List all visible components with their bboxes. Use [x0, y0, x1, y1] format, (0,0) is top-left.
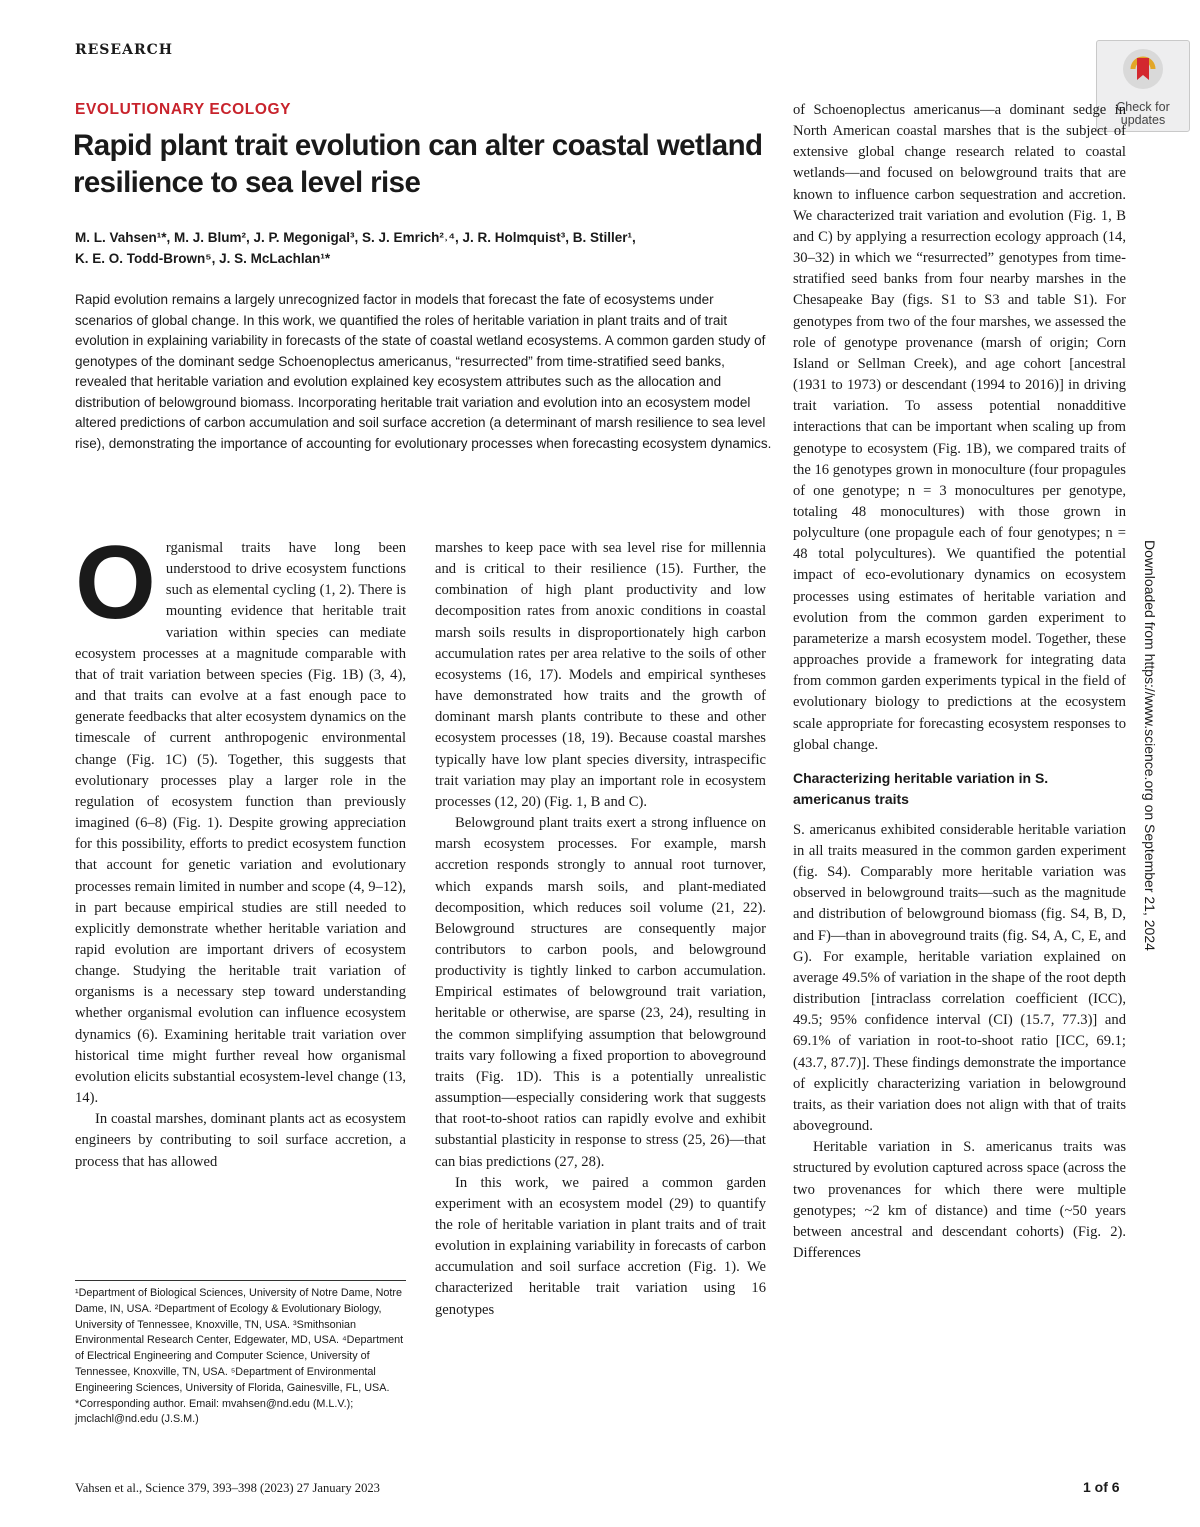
paragraph: In this work, we paired a common garden experiment with an ecosystem model (29) to quantify the role of heritable variation in plant traits and of trait evolution in explaining variability in forecasts of carbon accumulation and soil surface accretion (Fig. 1). We characterized heritable trait variation using 16 genotypes: [435, 1174, 766, 1318]
article-title: Rapid plant trait evolution can alter coastal wetland resilience to sea level rise: [73, 129, 763, 199]
body-column-3: [793, 100, 1126, 1264]
research-label: RESEARCH: [75, 42, 173, 58]
body-column-1: [75, 525, 406, 1173]
drop-cap: O: [75, 525, 156, 641]
section-label: EVOLUTIONARY ECOLOGY: [75, 101, 292, 118]
paragraph: In coastal marshes, dominant plants act as ecosystem engineers by contributing to soil surface accretion, a process that has allowed: [75, 1111, 406, 1170]
badge-line2: updates: [1120, 113, 1166, 127]
footnote-divider: [75, 1280, 406, 1281]
intro-paragraph: [75, 525, 406, 1109]
affiliations-footnote: ¹Department of Biological Sciences, University of Notre Dame, Notre Dame, IN, USA. ²Department of Ecology & Evolutionary Biology, University of Tennessee, Knoxville, TN, USA. ³Smithsonian Environmental Research Center, Edgewater, MD, USA. ⁴Department of Electrical Engineering and Computer Science, University of Tennessee, Knoxville, TN, USA. ⁵Department of Environmental Engineering Sciences, University of Florida, Gainesville, FL, USA. *Corresponding author. Email: mvahsen@nd.edu (M.L.V.); jmclachl@nd.edu (J.S.M.): [75, 1287, 404, 1426]
paragraph: Belowground plant traits exert a strong influence on marsh ecosystem processes. For example, marsh accretion responds strongly to annual root turnover, which expands marsh soils, and plant-mediated decomposition, which reduces soil volume (21, 22). Belowground structures are consequently major contributors to carbon pools, and belowground productivity is tightly linked to carbon accumulation. Empirical estimates of belowground trait variation, heritable or otherwise, are sparse (23, 24), resulting in the common simplifying assumption that belowground traits vary following a fixed proportion to aboveground traits (Fig. 1D). This is a potentially unrealistic assumption—especially considering work that suggests that root-to-shoot ratios can rapidly evolve and exhibit substantial plasticity in response to stress (25, 26)—that can bias predictions (27, 28).: [435, 815, 766, 1170]
page-number: 1 of 6: [1083, 1479, 1120, 1495]
authors-line-2: K. E. O. Todd-Brown⁵, J. S. McLachlan¹*: [75, 251, 331, 266]
paragraph: S. americanus exhibited considerable heritable variation in all traits measured in the common garden experiment (fig. S4). Comparably more heritable variation was observed in belowground traits—such as the magnitude and distribution of belowground biomass (fig. S4, B, D, and F)—than in aboveground traits (fig. S4, A, C, E, and G). For example, heritable variation explained on average 49.5% of variation in the shape of the root depth distribution [intraclass correlation coefficient (ICC), 49.5; 95% confidence interval (CI) (15.7, 77.3)] and 69.1% of variation in root-to-shoot ratio [ICC, 69.1; (43.7, 87.7)]. These findings demonstrate the importance of explicitly characterizing variation in belowground traits, as their variation does not align with that of traits aboveground.: [793, 821, 1126, 1135]
badge-line1: Check for: [1116, 100, 1170, 114]
citation-footer: Vahsen et al., Science 379, 393–398 (2023) 27 January 2023: [75, 1481, 380, 1495]
abstract: Rapid evolution remains a largely unrecognized factor in models that forecast the fate of ecosystems under scenarios of global change. In this work, we quantified the roles of heritable variation in plant traits and of trait evolution in explaining variability in forecasts of the state of coastal wetland ecosystems. A common garden study of genotypes of the dominant sedge Schoenoplectus americanus, “resurrected” from time-stratified seed banks, revealed that heritable variation and evolution explained key ecosystem attributes such as the allocation and distribution of belowground biomass. Incorporating heritable trait variation and evolution into an ecosystem model altered predictions of carbon accumulation and soil surface accretion (a determinant of marsh resilience to sea level rise), demonstrating the importance of accounting for evolutionary processes when forecasting ecosystem dynamics.: [75, 292, 772, 451]
body-column-2: [435, 538, 766, 1321]
download-sidebar: [1136, 540, 1164, 1010]
paragraph: Heritable variation in S. americanus traits was structured by evolution captured across space (across the two provenances for which there were multiple genotypes; ~2 km of distance) and time (~50 years between ancestral and descendant cohorts) (Fig. 2). Differences: [793, 1139, 1126, 1261]
bookmark-icon: [1120, 46, 1166, 92]
paragraph: of Schoenoplectus americanus—a dominant sedge in North American coastal marshes that is the subject of extensive global change research related to coastal wetlands—and focused on belowground traits that are known to influence carbon sequestration and accretion. We characterized trait variation and evolution (Fig. 1, B and C) by applying a resurrection ecology approach (14, 30–32) in which we “resurrected” genotypes from time-stratified seed banks from four nearby marshes in the Chesapeake Bay (figs. S1 to S3 and table S1). For genotypes from two of the four marshes, we assessed the role of genotype provenance (marsh of origin; Corn Island or Sellman Creek), and age cohort [ancestral (1931 to 1973) or descendant (1994 to 2016)] in driving trait variation. To assess potential nonadditive interactions that can be important when scaling up from genotype to ecosystem (Fig. 1B), we compared traits of the 16 genotypes grown in monoculture (four propagules of one genotype; n = 3 monocultures per genotype, totaling 48 monocultures) with those grown in polyculture (one propagule each of four genotypes; n = 48 total polycultures). We quantified the potential impact of eco-evolutionary dynamics on ecosystem processes using estimates of heritable variation and evolution from the common garden experiment to parameterize a marsh ecosystem model. Together, these approaches provide a framework for integrating data from common garden experiments typical in the field of evolutionary biology to predictions at the ecosystem scale appropriate for forecasting ecosystem responses to global change.: [793, 102, 1126, 753]
authors-line-1: M. L. Vahsen¹*, M. J. Blum², J. P. Megonigal³, S. J. Emrich²˒⁴, J. R. Holmquist³, B. Stiller¹,: [75, 230, 636, 245]
author-list: [75, 227, 765, 269]
section-subheading: Characterizing heritable variation in S. americanus traits: [793, 769, 1049, 807]
paragraph: marshes to keep pace with sea level rise for millennia and is critical to their resilience (15). Further, the combination of high plant productivity and low decomposition rates from anoxic conditions in coastal marsh soils results in disproportionately high carbon accumulation rates per area relative to the soils of other ecosystems (16, 17). Models and empirical syntheses have demonstrated how traits and the growth of dominant marsh plants contribute to these and other ecosystem processes (18, 19). Because coastal marshes typically have low plant species diversity, intraspecific trait variation may play an important role in ecosystem processes (12, 20) (Fig. 1, B and C).: [435, 540, 766, 810]
download-notice: Downloaded from https://www.science.org on September 21, 2024: [1142, 540, 1158, 951]
intro-text: rganismal traits have long been understood to drive ecosystem functions such as elemental cycling (1, 2). There is mounting evidence that heritable trait variation within species can mediate ecosystem processes at a magnitude comparable with that of trait variation between species (Fig. 1B) (3, 4), and that traits can evolve at a fast enough pace to generate feedbacks that alter ecosystem dynamics on the timescale of current anthropogenic environmental change (Fig. 1C) (5). Together, this suggests that evolutionary processes play a larger role in the regulation of ecosystem function than previously imagined (6–8) (Fig. 1). Despite growing appreciation for this possibility, efforts to predict ecosystem function that account for genetic variation and evolutionary processes remain limited in number and scope (4, 9–12), in part because empirical studies are still needed to explicitly demonstrate whether heritable variation and rapid evolution are important drivers of ecosystem change. Studying the heritable trait variation of organisms is a necessary step toward understanding whether organismal evolution can influence ecosystem dynamics (6). Examining heritable trait variation over historical time might further reveal how organismal evolution elicits substantial ecosystem-level change (13, 14).: [75, 540, 406, 1107]
